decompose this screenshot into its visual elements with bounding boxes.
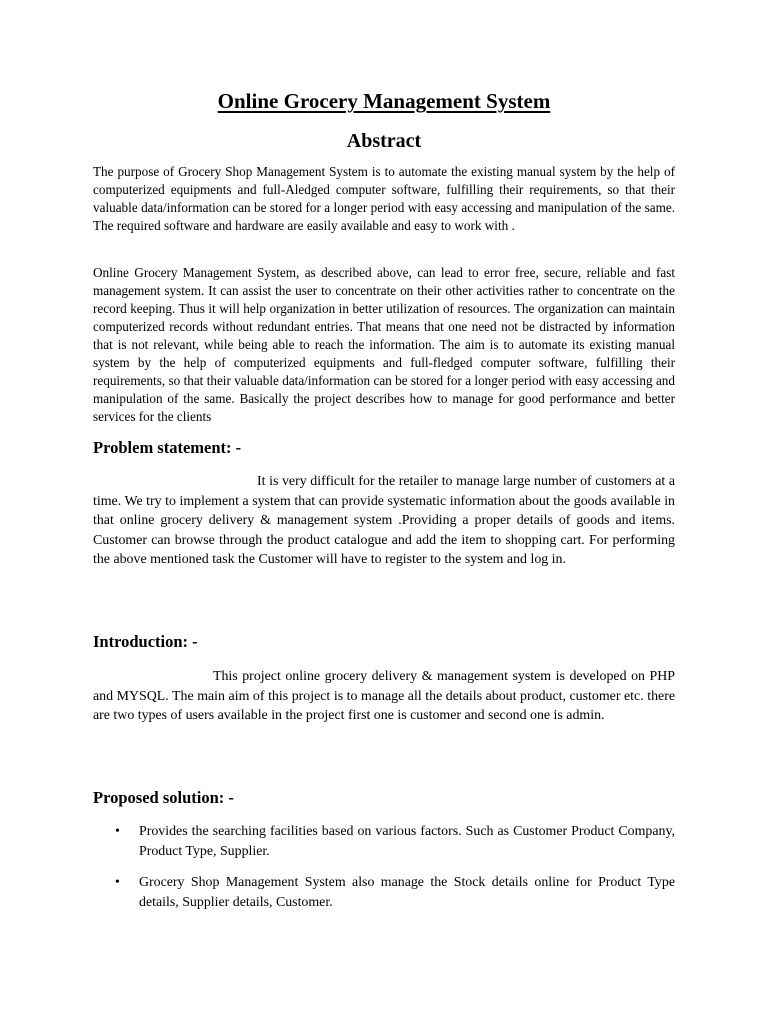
proposed-solution-heading: Proposed solution: - — [93, 788, 234, 807]
introduction-body: This project online grocery delivery & management system is developed on PHP and MYSQL. The main aim of this project is to manage all the details about product, customer etc. there are two types of users available in the project first one is customer and second one is admin. — [93, 669, 675, 724]
problem-statement-body: It is very difficult for the retailer to manage large number of customers at a time. We try to implement a system that can provide systematic information about the goods available in that online grocery delivery & management system .Providing a proper details of goods and items. Customer can browse through the product catalogue and add the item to shopping cart. For performing the above mentioned task the Customer will have to register to the system and log in. — [93, 474, 675, 568]
list-item-text: Grocery Shop Management System also manage the Stock details online for Product Type details, Supplier details, Customer. — [139, 875, 675, 910]
problem-statement-text — [93, 472, 675, 570]
bullet-icon: • — [115, 824, 120, 839]
list-item — [93, 873, 675, 912]
bullet-icon: • — [115, 875, 120, 891]
introduction-heading: Introduction: - — [93, 632, 198, 651]
abstract-paragraph-1: The purpose of Grocery Shop Management System is to automate the existing manual system by the help of computerized equipments and full-Aledged computer software, fulfilling their requirements, so that their valuable data/information can be stored for a longer period with easy accessing and manipulation of the same. The required software and hardware are easily available and easy to work with . — [93, 164, 675, 233]
list-item-text: Provides the searching facilities based on various factors. Such as Customer Product Company, Product Type, Supplier. — [139, 824, 675, 859]
proposed-solution-list — [93, 822, 675, 912]
list-item — [93, 822, 675, 861]
document-title: Online Grocery Management System — [217, 89, 551, 113]
problem-statement-heading: Problem statement: - — [93, 438, 242, 457]
abstract-paragraph-2: Online Grocery Management System, as described above, can lead to error free, secure, reliable and fast management system. It can assist the user to concentrate on their other activities rather to concentrate on the record keeping. Thus it will help organization in better utilization of resources. The organization can maintain computerized records without redundant entries. That means that one need not be distracted by information that is not relevant, while being able to reach the information. The aim is to automate its existing manual system by the help of computerized equipments and full-fledged computer software, fulfilling their requirements, so that their valuable data/information can be stored for a longer period with easy accessing and manipulation of the same. Basically the project describes how to manage for good performance and better services for the clients — [93, 265, 675, 424]
introduction-text — [93, 667, 675, 726]
abstract-heading: Abstract — [346, 130, 422, 152]
